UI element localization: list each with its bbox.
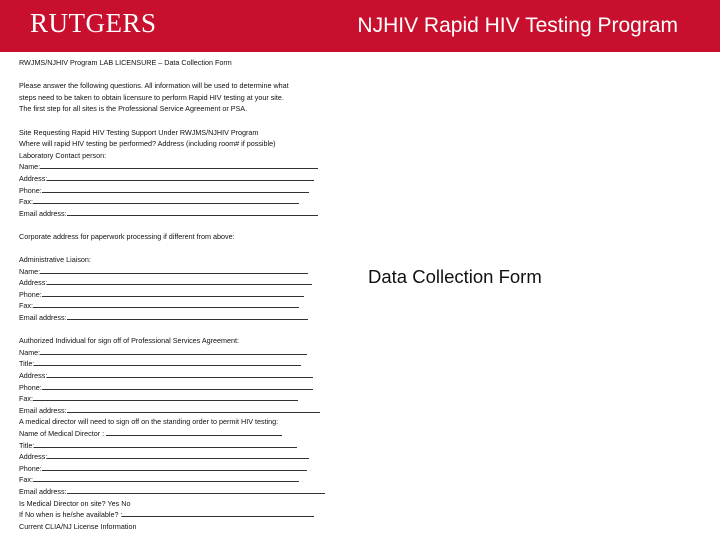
rutgers-logo: RUTGERS [30,8,157,38]
director-fax-field [19,474,339,486]
admin-phone-input[interactable] [42,289,304,297]
medical-director-note: A medical director will need to sign off on the standing order to permit HIV testing: [19,417,279,427]
intro-line: steps need to be taken to obtain licensure to perform Rapid HIV testing at your site. [19,92,284,102]
director-email-input[interactable] [67,486,325,494]
admin-fax-input[interactable] [33,300,299,308]
auth-email-input[interactable] [67,405,320,413]
field-label: Fax: [19,394,33,404]
field-label: Name of Medical Director : [19,429,105,438]
field-label: Fax: [19,197,33,207]
site-fax-input[interactable] [33,196,299,204]
field-label: Fax: [19,301,33,311]
field-label: Phone: [19,185,42,195]
intro-line: Please answer the following questions. All information will be used to determine what [19,81,289,91]
admin-section-title: Administrative Liaison: [19,255,91,265]
field-label: Fax: [19,475,33,485]
director-email-field [19,486,339,498]
auth-fax-field [19,393,339,405]
admin-phone-field [19,289,339,301]
director-title-input[interactable] [34,440,297,448]
admin-name-input[interactable] [40,266,308,274]
auth-title-field [19,358,339,370]
auth-address-input[interactable] [47,370,313,378]
auth-title-input[interactable] [34,358,301,366]
director-availability-field [19,509,339,521]
site-phone-field [19,185,339,197]
director-phone-input[interactable] [42,463,307,471]
director-availability-input[interactable] [122,509,314,517]
field-label: Email address: [19,208,67,218]
header-banner [0,0,720,52]
lab-contact-label: Laboratory Contact person: [19,150,107,160]
field-label: Phone: [19,463,42,473]
form-heading: RWJMS/NJHIV Program LAB LICENSURE – Data Collection Form [19,58,232,67]
admin-email-input[interactable] [67,312,308,320]
site-email-input[interactable] [67,208,318,216]
auth-phone-input[interactable] [42,382,313,390]
field-label: If No when is he/she available? : [19,510,123,520]
data-collection-form [19,57,339,532]
admin-email-field [19,312,339,324]
site-name-input[interactable] [40,161,318,169]
auth-phone-field [19,382,339,394]
director-name-field [19,428,339,440]
admin-fax-field [19,300,339,312]
field-label: Email address: [19,405,67,415]
admin-address-input[interactable] [47,277,312,285]
field-label: Name: [19,162,41,172]
site-address-input[interactable] [47,173,314,181]
intro-line: The first step for all sites is the Professional Service Agreement or PSA. [19,104,248,114]
director-address-field [19,451,339,463]
field-label: Email address: [19,486,67,496]
director-address-input[interactable] [47,451,309,459]
director-name-input[interactable] [106,428,282,436]
site-fax-field [19,196,339,208]
field-label: Title: [19,440,35,450]
auth-name-field [19,347,339,359]
field-label: Phone: [19,289,42,299]
site-phone-input[interactable] [42,185,309,193]
field-label: Address: [19,278,48,288]
corporate-address-line: Corporate address for paperwork processing if different from above: [19,231,235,241]
site-section-title: Site Requesting Rapid HIV Testing Support Under RWJMS/NJHIV Program [19,127,259,137]
field-label: Name: [19,347,41,357]
site-location-question: Where will rapid HIV testing be performed? Address (including room# if possible) [19,139,276,149]
director-fax-input[interactable] [33,474,299,482]
slide-title: Data Collection Form [368,266,542,287]
auth-section-title: Authorized Individual for sign off of Professional Services Agreement: [19,336,240,346]
field-label: Address: [19,452,48,462]
field-label: Address: [19,173,48,183]
auth-name-input[interactable] [40,347,307,355]
clia-license-line: Current CLIA/NJ License Information [19,521,137,531]
field-label: Phone: [19,382,42,392]
director-phone-field [19,463,339,475]
field-label: Title: [19,359,35,369]
field-label: Email address: [19,313,67,323]
auth-email-field [19,405,339,417]
site-address-field [19,173,339,185]
field-label: Address: [19,371,48,381]
field-label: Name: [19,266,41,276]
site-name-field [19,161,339,173]
program-title: NJHIV Rapid HIV Testing Program [357,14,678,37]
director-onsite-question: Is Medical Director on site? Yes No [19,498,131,508]
admin-address-field [19,277,339,289]
auth-address-field [19,370,339,382]
director-title-field [19,440,339,452]
auth-fax-input[interactable] [33,393,298,401]
admin-name-field [19,266,339,278]
site-email-field [19,208,339,220]
